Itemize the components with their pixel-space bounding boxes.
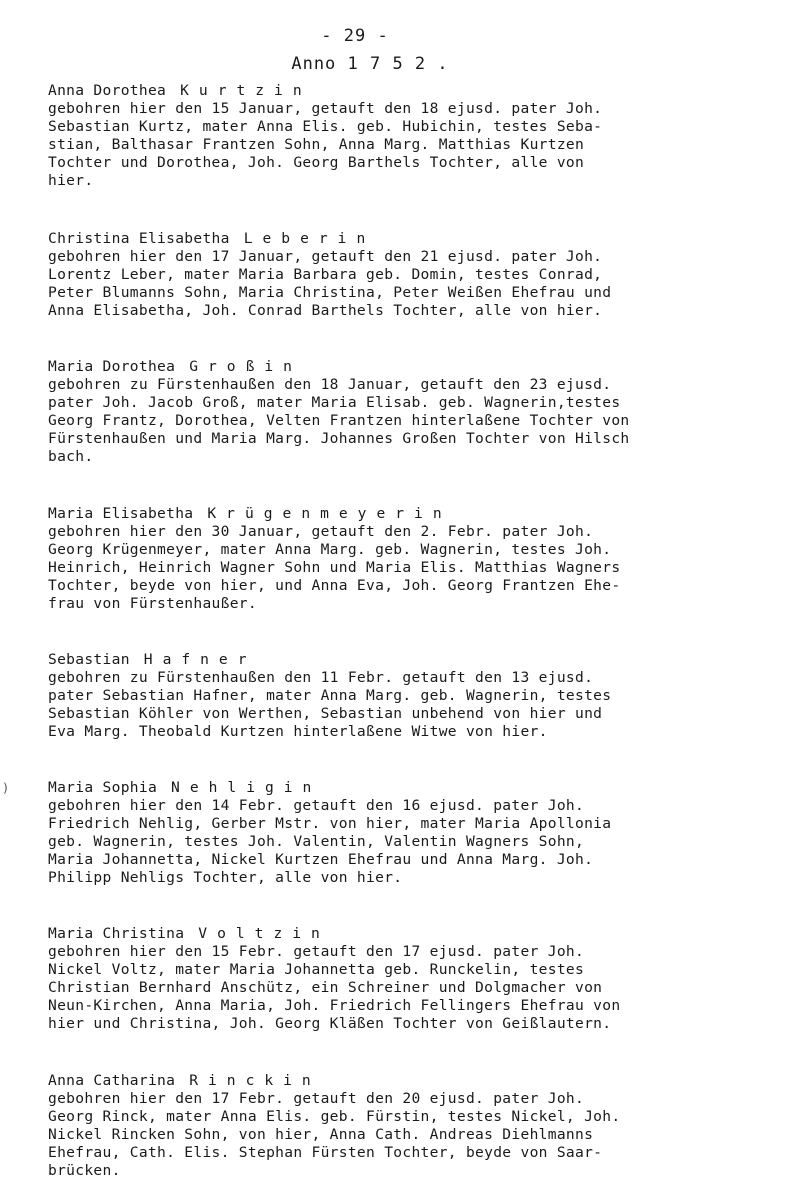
entry-line: Tochter, beyde von hier, und Anna Eva, Joh. Georg Frantzen Ehe- [48,577,621,594]
entry-line: Philipp Nehligs Tochter, alle von hier. [48,869,403,886]
baptism-entry [48,779,783,887]
entry-line: Christian Bernhard Anschütz, ein Schreiner und Dolgmacher von [48,979,603,996]
baptism-entry [48,651,783,741]
surname: Kurtzin [180,82,312,99]
entry-line: gebohren zu Fürstenhaußen den 18 Januar, getauft den 23 ejusd. [48,376,612,393]
entry-line: gebohren hier den 17 Febr. getauft den 20 ejusd. pater Joh. [48,1090,585,1107]
entry-line: Ehefrau, Cath. Elis. Stephan Fürsten Tochter, beyde von Saar- [48,1144,603,1161]
given-name: Maria Christina [48,925,185,942]
surname: Großin [189,358,302,375]
entry-heading [48,82,783,100]
entry-line: Eva Marg. Theobald Kurtzen hinterlaßene Witwe von hier. [48,723,548,740]
surname: Leberin [243,230,376,247]
entry-line: pater Joh. Jacob Groß, mater Maria Elisab. geb. Wagnerin,testes [48,394,621,411]
entry-line: stian, Balthasar Frantzen Sohn, Anna Marg. Matthias Kurtzen [48,136,585,153]
surname: Nehligin [171,779,322,796]
entry-heading [48,358,783,376]
year-heading: Anno 1 7 5 2 . [291,54,449,74]
given-name: Christina Elisabetha [48,230,230,247]
entry-line: gebohren hier den 15 Febr. getauft den 17 ejusd. pater Joh. [48,943,585,960]
baptism-entry [48,505,783,613]
given-name: Maria Dorothea [48,358,176,375]
given-name: Sebastian [48,651,130,668]
entry-line: Sebastian Köhler von Werthen, Sebastian unbehend von hier und [48,705,603,722]
entry-line: Maria Johannetta, Nickel Kurtzen Ehefrau und Anna Marg. Joh. [48,851,594,868]
surname: Krügenmeyerin [207,505,452,522]
entry-line: Heinrich, Heinrich Wagner Sohn und Maria Elis. Matthias Wagners [48,559,621,576]
page-number: - 29 - [321,26,389,46]
given-name: Maria Elisabetha [48,505,194,522]
entry-heading [48,925,783,943]
given-name: Maria Sophia [48,779,158,796]
entry-line: Georg Rinck, mater Anna Elis. geb. Fürstin, testes Nickel, Joh. [48,1108,621,1125]
given-name: Anna Dorothea [48,82,167,99]
entry-heading [48,1072,783,1090]
entry-line: frau von Fürstenhaußer. [48,595,257,612]
entry-line: hier und Christina, Joh. Georg Kläßen Tochter von Geißlautern. [48,1015,612,1032]
entry-line: Fürstenhaußen und Maria Marg. Johannes Großen Tochter von Hilsch [48,430,630,447]
entry-line: brücken. [48,1162,121,1179]
entry-line: Lorentz Leber, mater Maria Barbara geb. Domin, testes Conrad, [48,266,603,283]
baptism-entry [48,925,783,1033]
entry-heading [48,779,783,797]
surname: Voltzin [198,925,330,942]
baptism-entry [48,230,783,320]
entry-line: pater Sebastian Hafner, mater Anna Marg. geb. Wagnerin, testes [48,687,612,704]
baptism-entry [48,1072,783,1180]
entry-line: Sebastian Kurtz, mater Anna Elis. geb. Hubichin, testes Seba- [48,118,603,135]
entry-line: Tochter und Dorothea, Joh. Georg Barthels Tochter, alle von [48,154,585,171]
entry-line: gebohren hier den 17 Januar, getauft den 21 ejusd. pater Joh. [48,248,603,265]
entry-line: bach. [48,448,94,465]
entry-line: Georg Krügenmeyer, mater Anna Marg. geb. Wagnerin, testes Joh. [48,541,612,558]
baptism-entry [48,82,783,190]
margin-mark: ) [2,781,10,795]
entry-line: Nickel Rincken Sohn, von hier, Anna Cath. Andreas Diehlmanns [48,1126,594,1143]
entry-heading [48,505,783,523]
entry-line: hier. [48,172,94,189]
entry-line: gebohren hier den 14 Febr. getauft den 16 ejusd. pater Joh. [48,797,585,814]
entry-line: gebohren hier den 30 Januar, getauft den 2. Febr. pater Joh. [48,523,594,540]
entry-heading [48,651,783,669]
entry-line: gebohren hier den 15 Januar, getauft den 18 ejusd. pater Joh. [48,100,603,117]
surname: Hafner [143,651,257,668]
entry-line: Georg Frantz, Dorothea, Velten Frantzen hinterlaßene Tochter von [48,412,630,429]
entry-line: Anna Elisabetha, Joh. Conrad Barthels Tochter, alle von hier. [48,302,603,319]
entry-line: Nickel Voltz, mater Maria Johannetta geb. Runckelin, testes [48,961,585,978]
entry-line: Neun-Kirchen, Anna Maria, Joh. Friedrich Fellingers Ehefrau von [48,997,621,1014]
entry-line: Friedrich Nehlig, Gerber Mstr. von hier, mater Maria Apollonia [48,815,612,832]
entry-line: Peter Blumanns Sohn, Maria Christina, Peter Weißen Ehefrau und [48,284,612,301]
given-name: Anna Catharina [48,1072,176,1089]
entry-line: geb. Wagnerin, testes Joh. Valentin, Valentin Wagners Sohn, [48,833,585,850]
entry-heading [48,230,783,248]
entry-line: gebohren zu Fürstenhaußen den 11 Febr. getauft den 13 ejusd. [48,669,594,686]
baptism-entry [48,358,783,466]
surname: Rinckin [189,1072,321,1089]
